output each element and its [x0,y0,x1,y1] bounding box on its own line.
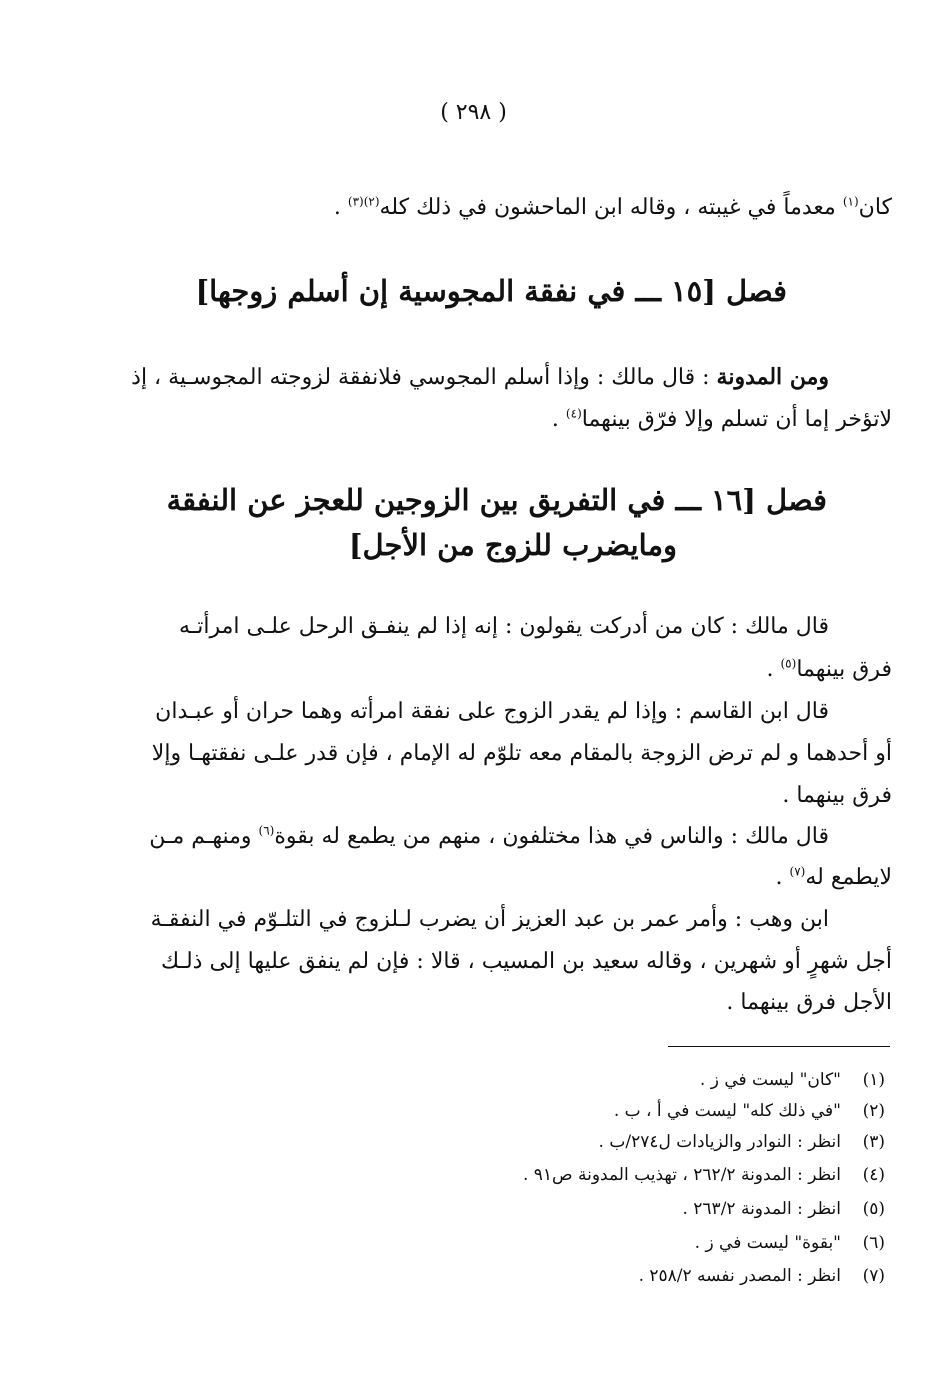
paragraph-line: قال مالك : كان من أدركت يقولون : إنه إذا لم ينفـق الرحل علـى امرأتـه [179,614,829,639]
footnote-number: (٣) [862,1132,885,1152]
text-line-continuation [334,193,892,223]
text-segment: . [766,657,781,682]
section-heading-15: فصل [١٥ ـــ في نفقة المجوسية إن أسلم زوجها] [195,274,787,308]
paragraph-line: فرق بينهما . [782,783,892,808]
page-number: ( ٢٩٨ ) [440,100,507,125]
paragraph-line [149,822,829,852]
footnote-number: (٤) [862,1165,885,1185]
footnote-ref: (٢) [363,194,380,209]
footnote-text: "كان" ليست في ز . [699,1070,841,1090]
footnote-6 [695,1231,885,1255]
footnote-text: "بقوة" ليست في ز . [694,1233,841,1253]
footnote-text: "في ذلك كله" ليست في أ ، ب . [613,1101,841,1121]
footnote-number: (٢) [862,1101,885,1121]
footnote-separator [668,1046,890,1047]
paragraph-line [766,655,892,685]
footnote-5 [682,1197,885,1221]
section-heading-16-line1: فصل [١٦ ـــ في التفريق بين الزوجين للعجز عن النفقة [166,483,827,517]
footnote-text: انظر : المدونة ٢٦٢/٢ ، تهذيب المدونة ص٩١ . [522,1165,841,1185]
text-segment: فرق بينهما [796,657,892,682]
paragraph-line [131,362,829,393]
footnote-number: (٧) [862,1266,885,1286]
footnote-1 [700,1068,885,1092]
paragraph-line: قال ابن القاسم : وإذا لم يقدر الزوج على نفقة امرأته وهما حران أو عبـدان [155,699,829,724]
section-heading-16-line2: ومايضرب للزوج من الأجل] [348,528,677,562]
paragraph-line: أو أحدهما و لم ترض الزوجة بالمقام معه تلوّم له الإمام ، فإن قدر علـى نفقتهـا وإلا [151,741,892,766]
text-segment: . [333,195,348,220]
paragraph-line: ابن وهب : وأمر عمر بن عبد العزيز أن يضرب لـلزوج في التلـوّم في النفقـة [150,907,829,932]
paragraph-line: أجل شهرٍ أو شهرين ، وقاله سعيد بن المسيب ، قالا : فإن لم ينفق عليها إلى ذلـك [160,949,892,974]
footnote-text: انظر : المدونة ٢٦٣/٢ . [682,1199,841,1219]
source-label: ومن المدونة [716,364,829,390]
text-segment: قال مالك : والناس في هذا مختلفون ، منهم من يطمع له بقوة [274,824,829,849]
footnote-ref: (٧) [789,864,806,879]
footnote-ref: (٣) [347,194,364,209]
text-segment: : قال مالك : وإذا أسلم المجوسي فلانفقة لزوجته المجوسـية ، إذ [131,365,717,390]
text-segment: كان [858,195,892,220]
footnote-ref: (٥) [780,656,797,671]
footnote-7 [639,1264,885,1288]
paragraph-line [552,405,892,435]
text-segment: لايطمع له [805,865,892,890]
text-segment: لاتؤخر إما أن تسلم وإلا فرّق بينهما [581,407,892,432]
text-segment: معدماً في غيبته ، وقاله ابن الماحشون في ذلك كله [379,195,843,220]
footnote-ref: (٦) [258,823,275,838]
text-segment: . [551,407,566,432]
footnote-number: (٦) [862,1233,885,1253]
text-segment: ومنهـم مـن [149,824,259,849]
footnote-2 [614,1099,885,1123]
paragraph-line: الأجل فرق بينهما . [726,990,892,1015]
footnote-number: (٥) [862,1199,885,1219]
footnote-text: انظر : المصدر نفسه ٢٥٨/٢ . [638,1266,841,1286]
footnote-ref: (١) [842,194,859,209]
paragraph-line [776,863,892,893]
footnote-ref: (٤) [565,406,582,421]
footnote-4 [523,1163,885,1187]
text-segment: . [775,865,790,890]
footnote-text: انظر : النوادر والزيادات ل٢٧٤/ب . [598,1132,841,1152]
footnote-3 [599,1130,885,1154]
footnote-number: (١) [862,1070,885,1090]
